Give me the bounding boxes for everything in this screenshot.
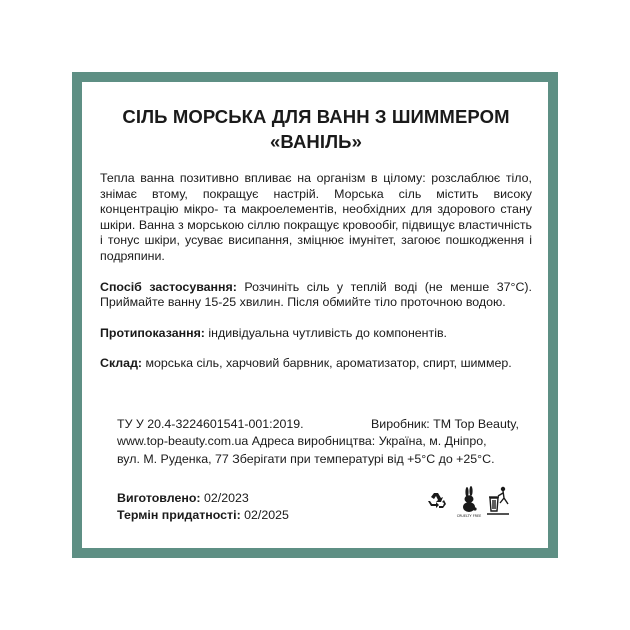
cruelty-free-text: CRUELTY FREE [456,514,482,518]
expiry-date-value: 02/2025 [240,508,289,522]
icons-svg [424,484,514,520]
usage-instructions [100,280,532,311]
manufacturer-name: Виробник: ТМ Top Beauty, [371,417,519,431]
expiry-date-label: Термін придатності: [117,508,241,522]
dates-block [117,490,289,524]
composition-text: морська сіль, харчовий барвник, ароматизатор, спирт, шиммер. [142,356,512,371]
manufacture-date-value: 02/2023 [200,491,249,505]
manufacture-date-label: Виготовлено: [117,491,201,505]
packaging-icons [424,484,514,520]
info-row-3: вул. М. Руденка, 77 Зберігати при температурі від +5°С до +25°С. [117,451,495,466]
contraindications [100,326,532,342]
manufacturer-info [117,416,519,468]
manufacture-date [117,490,289,507]
recycle-icon [428,493,446,508]
cruelty-free-bunny-icon [463,486,477,512]
composition [100,356,532,372]
product-title [100,104,532,154]
expiry-date [117,507,289,524]
title-line-2: «ВАНІЛЬ» [270,131,362,152]
contraindications-text: індивідуальна чутливість до компонентів. [204,325,447,340]
contraindications-label: Протипоказання: [100,325,205,340]
product-description: Тепла ванна позитивно впливає на організм в цілому: розслаблює тіло, знімає втому, покращує настрій. Морська сіль містить високу концентрацію мікро- та макроелементів, необхідних для здорового стану шкіри. Ванна з морською сіллю покращує кровообіг, підвищує властичність і тонус шкіри, усуває висипання, зміцнює імунітет, загоює пошкодження і подряпини. [100,171,532,263]
product-label [100,100,532,372]
bin-disposal-icon [487,487,509,514]
usage-label: Спосіб застосування: [100,279,237,294]
info-row-1 [117,416,519,433]
usage-text: Розчиніть сіль у теплій воді (не менше 37°С). Приймайте ванну 15-25 хвилин. Після обмийте тіло проточною водою. [100,279,532,310]
spec-number: ТУ У 20.4-3224601541-001:2019. [117,417,304,431]
title-line-1: СІЛЬ МОРСЬКА ДЛЯ ВАНН З ШИММЕРОМ [122,106,510,127]
info-row-2: www.top-beauty.com.ua Адреса виробництва: Україна, м. Дніпро, [117,434,487,449]
composition-label: Склад: [100,356,143,371]
